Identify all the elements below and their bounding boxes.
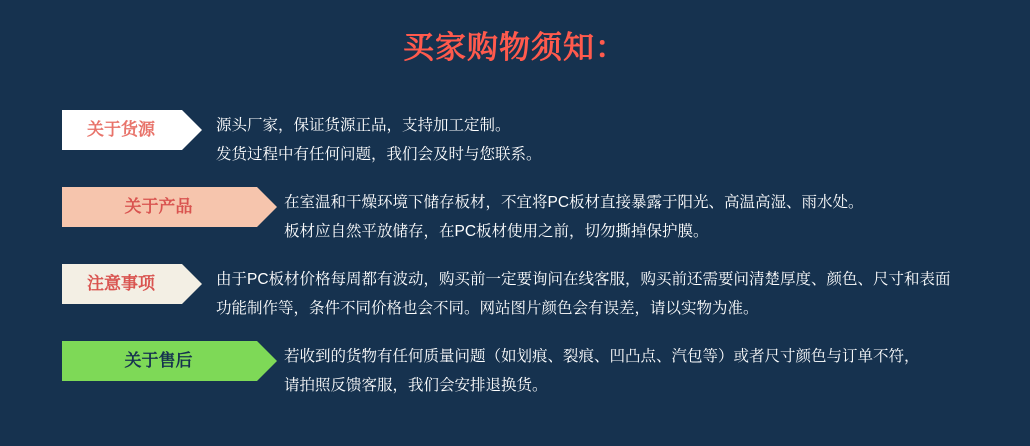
tag-wrapper	[62, 110, 182, 150]
row-text	[284, 341, 990, 400]
row-text-line: 源头厂家，保证货源正品，支持加工定制。	[216, 117, 511, 134]
tag-label: 关于售后	[124, 351, 193, 370]
row-tag-attention	[62, 264, 182, 304]
row-text-line: 在室温和干燥环境下储存板材，不宜将PC板材直接暴露于阳光、高温高湿、雨水处。	[284, 194, 864, 211]
row-text-line: 发货过程中有任何问题，我们会及时与您联系。	[216, 146, 542, 163]
row-tag-aftersale	[62, 341, 257, 381]
page-title: 买家购物须知：	[403, 30, 627, 65]
row-text	[216, 110, 990, 169]
tag-label: 关于产品	[124, 197, 193, 216]
tag-wrapper	[62, 341, 257, 381]
row-text-line: 若收到的货物有任何质量问题（如划痕、裂痕、凹凸点、汽包等）或者尺寸颜色与订单不符，	[284, 348, 920, 365]
notice-row	[0, 341, 1030, 400]
tag-arrow-icon	[257, 187, 277, 227]
row-text-line: 功能制作等，条件不同价格也会不同。网站图片颜色会有误差，请以实物为准。	[216, 300, 759, 317]
tag-arrow-icon	[257, 341, 277, 381]
row-text	[284, 187, 990, 246]
tag-wrapper	[62, 264, 182, 304]
tag-label: 关于货源	[87, 120, 155, 139]
notice-row	[0, 187, 1030, 246]
notice-row	[0, 110, 1030, 169]
row-tag-supply	[62, 110, 182, 150]
tag-arrow-icon	[182, 110, 202, 150]
row-text-line: 板材应自然平放储存，在PC板材使用之前，切勿撕掉保护膜。	[284, 223, 709, 240]
notice-rows	[0, 110, 1030, 418]
tag-wrapper	[62, 187, 257, 227]
tag-arrow-icon	[182, 264, 202, 304]
tag-label: 注意事项	[87, 274, 155, 293]
row-text-line: 由于PC板材价格每周都有波动，购买前一定要询问在线客服，购买前还需要问清楚厚度、颜色、尺寸和表面	[216, 271, 951, 288]
row-tag-product	[62, 187, 257, 227]
notice-row	[0, 264, 1030, 323]
row-text-line: 请拍照反馈客服，我们会安排退换货。	[284, 377, 548, 394]
row-text	[216, 264, 990, 323]
